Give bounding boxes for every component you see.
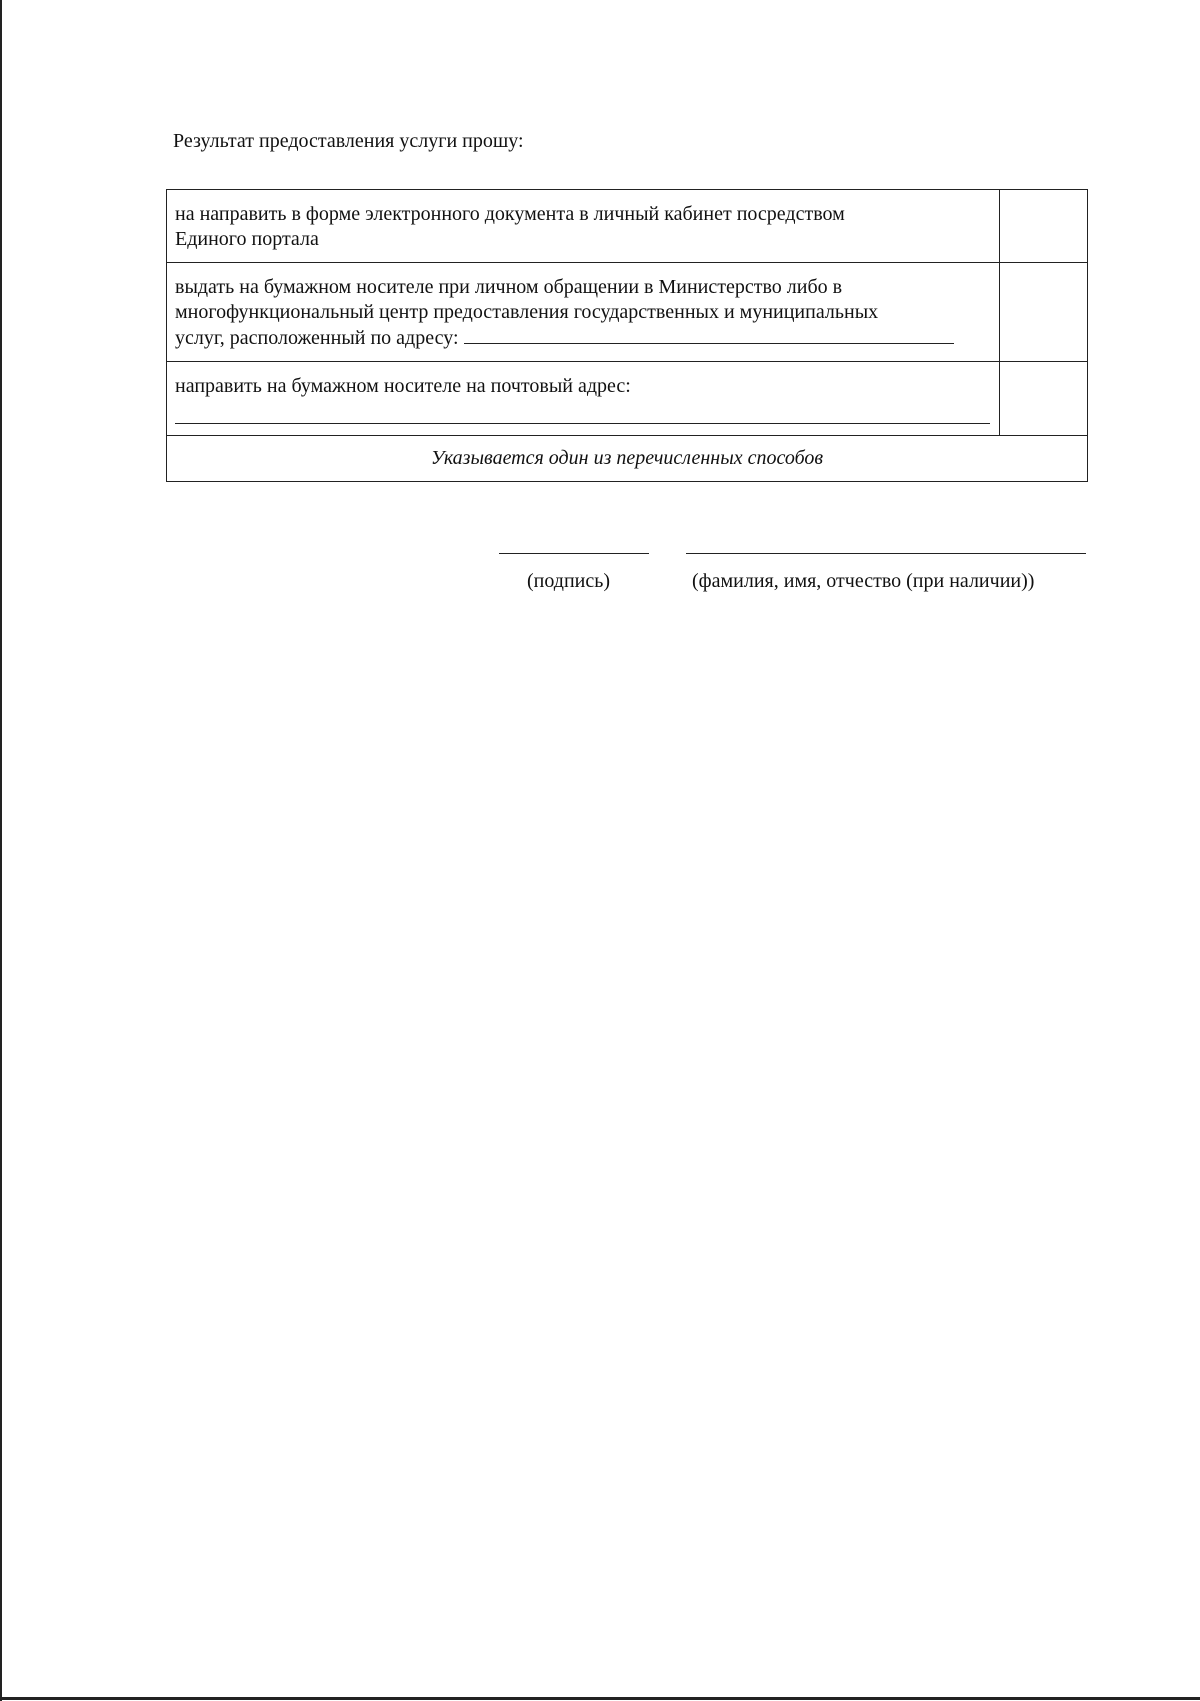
option-row-postal [167,362,1088,436]
full-name-caption: (фамилия, имя, отчество (при наличии)) [692,570,1035,592]
address-blank-field[interactable] [464,325,954,344]
option-text-cell [167,190,1000,263]
full-name-line[interactable] [686,553,1086,554]
option-postal-line-1: направить на бумажном носителе на почтовый адрес: [175,375,631,397]
postal-address-blank-field[interactable] [175,401,990,424]
option-in-person-line-2: многофункциональный центр предоставления государственных и муниципальных [175,301,879,323]
option-row-in-person [167,263,1088,362]
option-in-person-checkbox[interactable] [1000,263,1088,362]
option-in-person-line-1: выдать на бумажном носителе при личном обращении в Министерство либо в [175,276,843,298]
option-text-cell [167,362,1000,436]
intro-text: Результат предоставления услуги прошу: [173,130,524,152]
option-postal-checkbox[interactable] [1000,362,1088,436]
option-in-person-line-3: услуг, расположенный по адресу: [175,327,459,349]
note-text: Указывается один из перечисленных способов [167,436,1088,482]
option-text-cell [167,263,1000,362]
option-electronic-line-2: Единого портала [175,228,319,250]
signature-caption: (подпись) [527,570,611,592]
option-row-electronic [167,190,1088,263]
page-left-edge [0,0,2,1701]
note-row [167,436,1088,482]
option-electronic-line-1: на направить в форме электронного документа в личный кабинет посредством [175,203,845,225]
page-bottom-edge [0,1697,1200,1700]
signature-line[interactable] [499,553,649,554]
option-electronic-checkbox[interactable] [1000,190,1088,263]
delivery-options-table [166,189,1088,482]
